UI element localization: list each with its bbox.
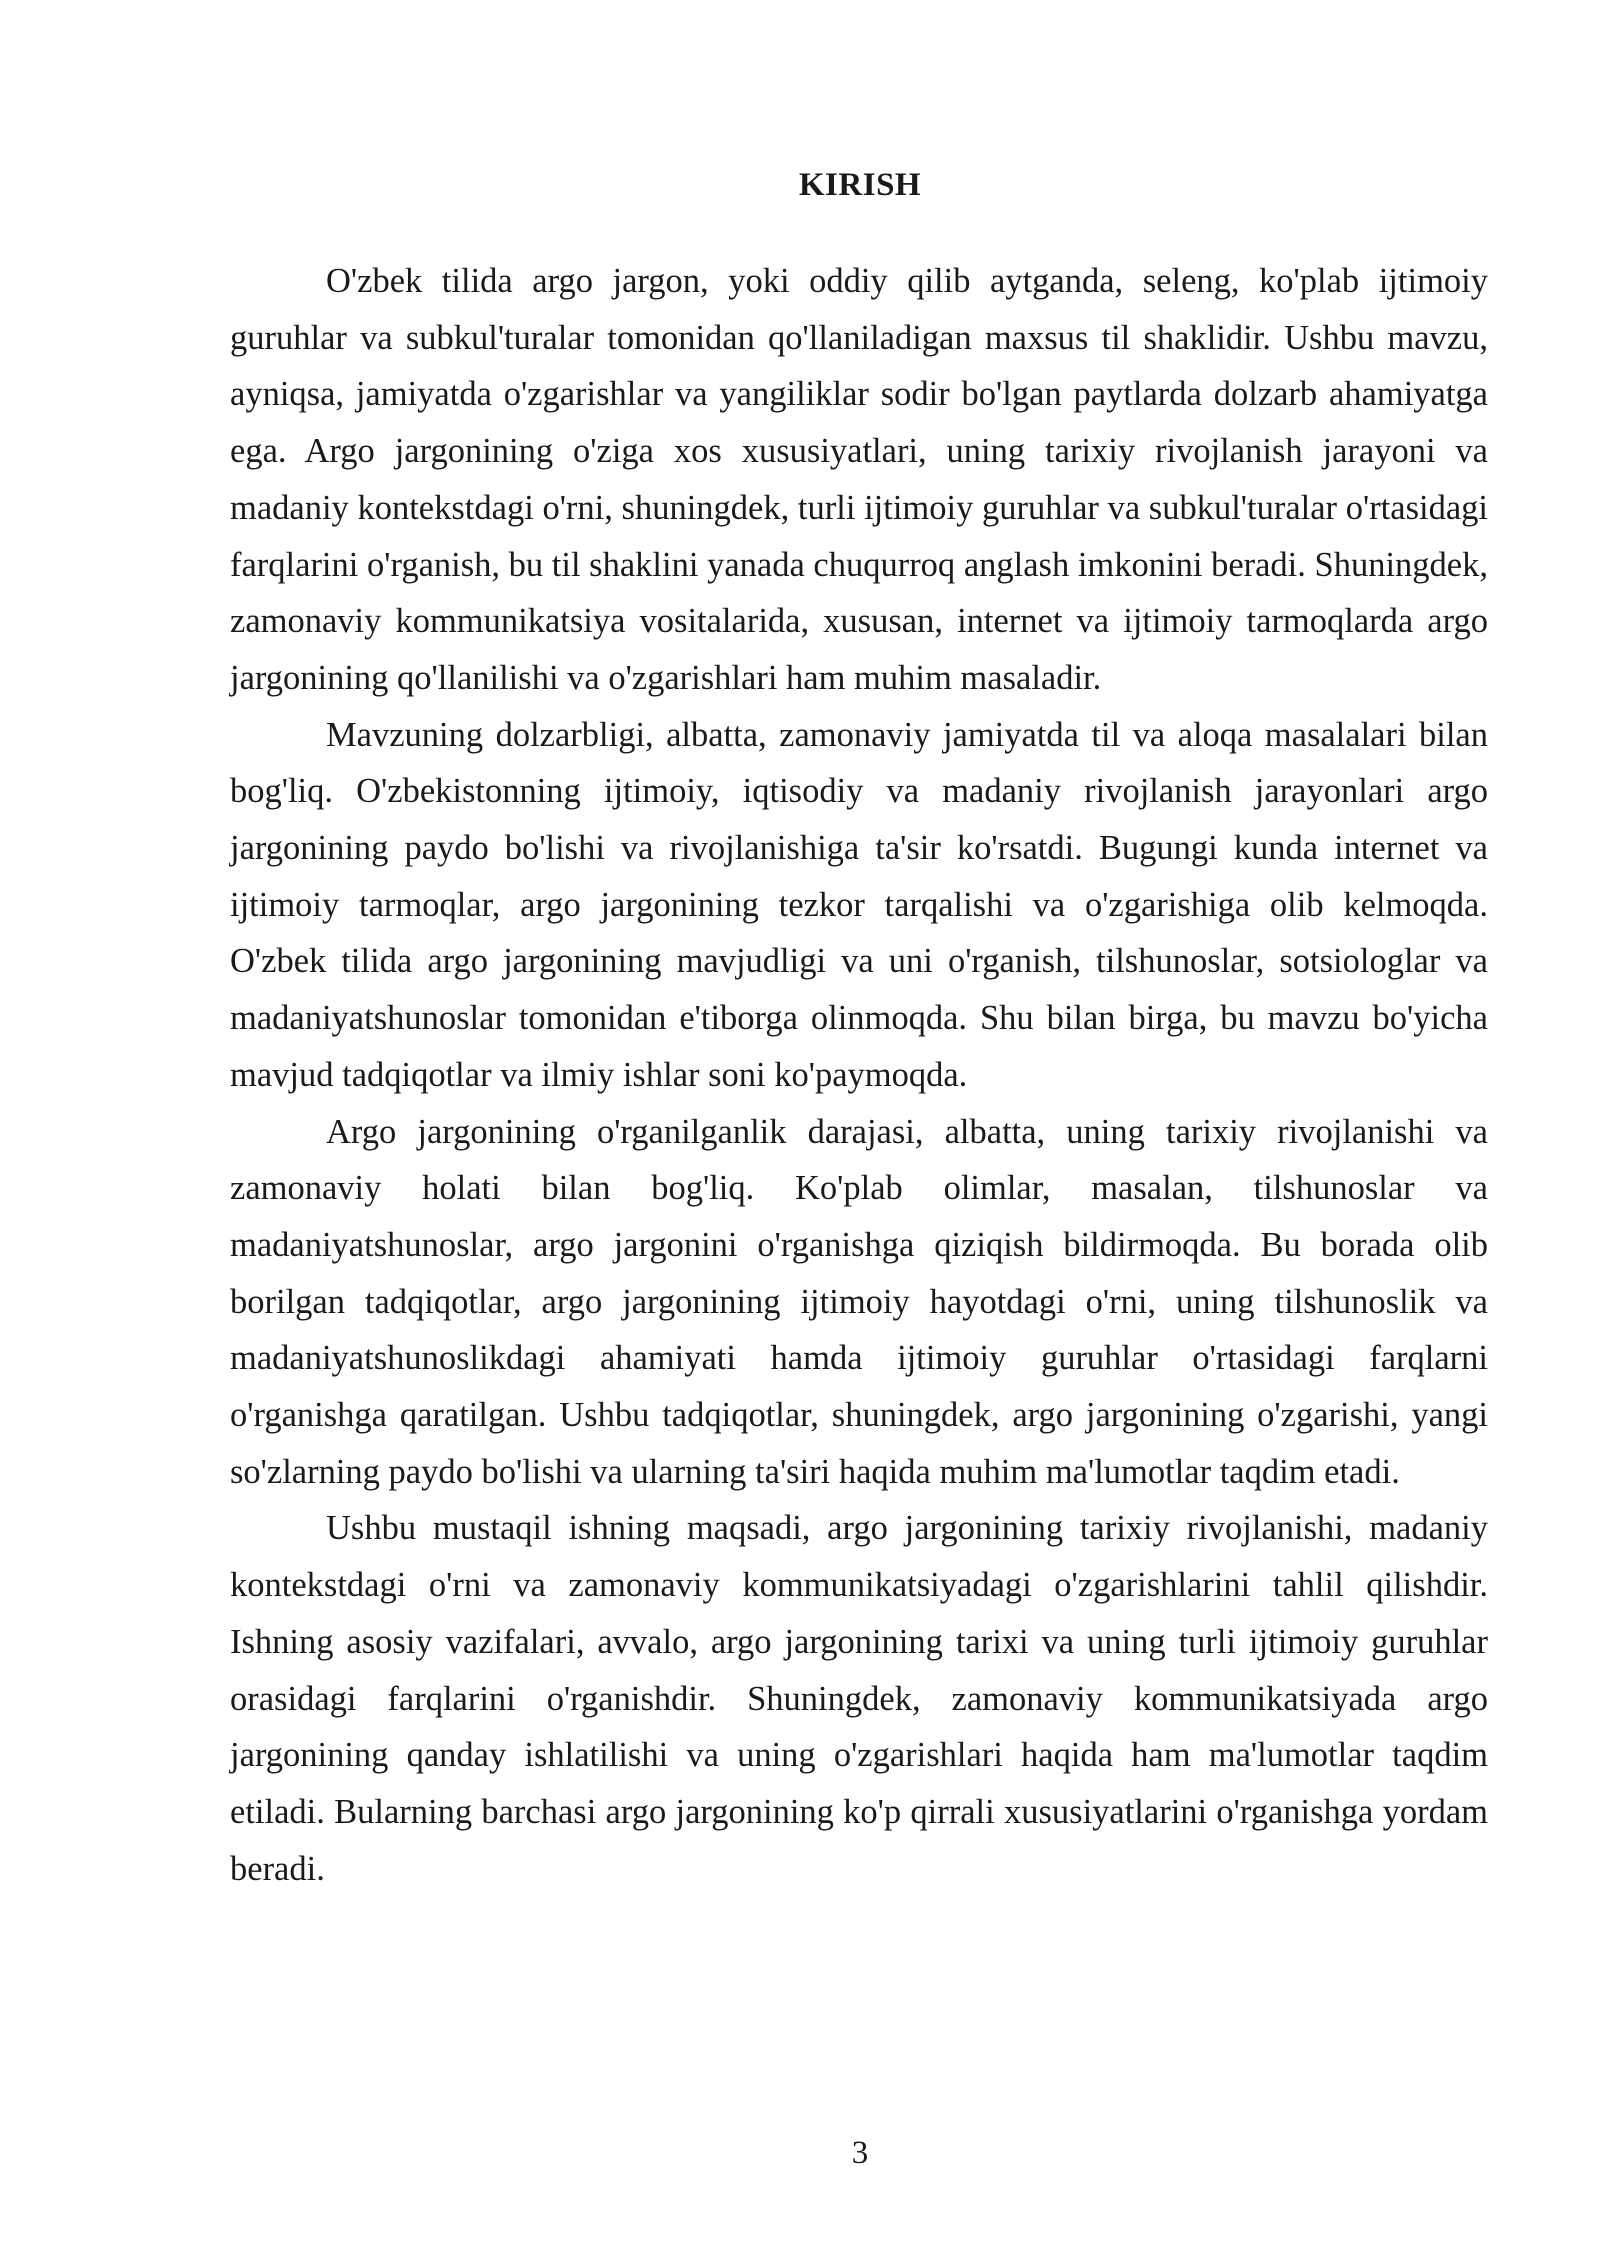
page-number: 3 [851, 2135, 869, 2171]
paragraph-2: Mavzuning dolzarbligi, albatta, zamonaviy jamiyatda til va aloqa masalalari bilan bog'liq. O'zbekistonning ijtimoiy, iqtisodiy va madaniy rivojlanish jarayonlari argo jargonining paydo bo'lishi va rivojlanishiga ta'sir ko'rsatdi. Bugungi kunda internet va ijtimoiy tarmoqlar, argo jargonining tezkor tarqalishi va o'zgarishiga olib kelmoqda. O'zbek tilida argo jargonining mavjudligi va uni o'rganish, tilshunoslar, sotsiologlar va madaniyatshunoslar tomonidan e'tiborga olinmoqda. Shu bilan birga, bu mavzu bo'yicha mavjud tadqiqotlar va ilmiy ishlar soni ko'paymoqda. [230, 715, 1488, 1094]
paragraph-4: Ushbu mustaqil ishning maqsadi, argo jargonining tarixiy rivojlanishi, madaniy kontekstdagi o'rni va zamonaviy kommunikatsiyadagi o'zgarishlarini tahlil qilishdir. Ishning asosiy vazifalari, avvalo, argo jargonining tarixi va uning turli ijtimoiy guruhlar orasidagi farqlarini o'rganishdir. Shuningdek, zamonaviy kommunikatsiyada argo jargonining qanday ishlatilishi va uning o'zgarishlari haqida ham ma'lumotlar taqdim etiladi. Bularning barchasi argo jargonining ko'p qirrali xususiyatlarini o'rganishga yordam beradi. [230, 1509, 1488, 1888]
body-text [230, 253, 1488, 1897]
paragraph-3: Argo jargonining o'rganilganlik darajasi, albatta, uning tarixiy rivojlanishi va zamonaviy holati bilan bog'liq. Ko'plab olimlar, masalan, tilshunoslar va madaniyatshunoslar, argo jargonini o'rganishga qiziqish bildirmoqda. Bu borada olib borilgan tadqiqotlar, argo jargonining ijtimoiy hayotdagi o'rni, uning tilshunoslik va madaniyatshunoslikdagi ahamiyati hamda ijtimoiy guruhlar o'rtasidagi farqlarni o'rganishga qaratilgan. Ushbu tadqiqotlar, shuningdek, argo jargonining o'zgarishi, yangi so'zlarning paydo bo'lishi va ularning ta'siri haqida muhim ma'lumotlar taqdim etadi. [230, 1112, 1488, 1491]
paragraph-1: O'zbek tilida argo jargon, yoki oddiy qilib aytganda, seleng, ko'plab ijtimoiy guruhlar va subkul'turalar tomonidan qo'llaniladigan maxsus til shaklidir. Ushbu mavzu, ayniqsa, jamiyatda o'zgarishlar va yangiliklar sodir bo'lgan paytlarda dolzarb ahamiyatga ega. Argo jargonining o'ziga xos xususiyatlari, uning tarixiy rivojlanish jarayoni va madaniy kontekstdagi o'rni, shuningdek, turli ijtimoiy guruhlar va subkul'turalar o'rtasidagi farqlarini o'rganish, bu til shaklini yanada chuqurroq anglash imkonini beradi. Shuningdek, zamonaviy kommunikatsiya vositalarida, xususan, internet va ijtimoiy tarmoqlarda argo jargonining qo'llanilishi va o'zgarishlari ham muhim masaladir. [230, 262, 1488, 697]
section-title: KIRISH [798, 167, 922, 203]
